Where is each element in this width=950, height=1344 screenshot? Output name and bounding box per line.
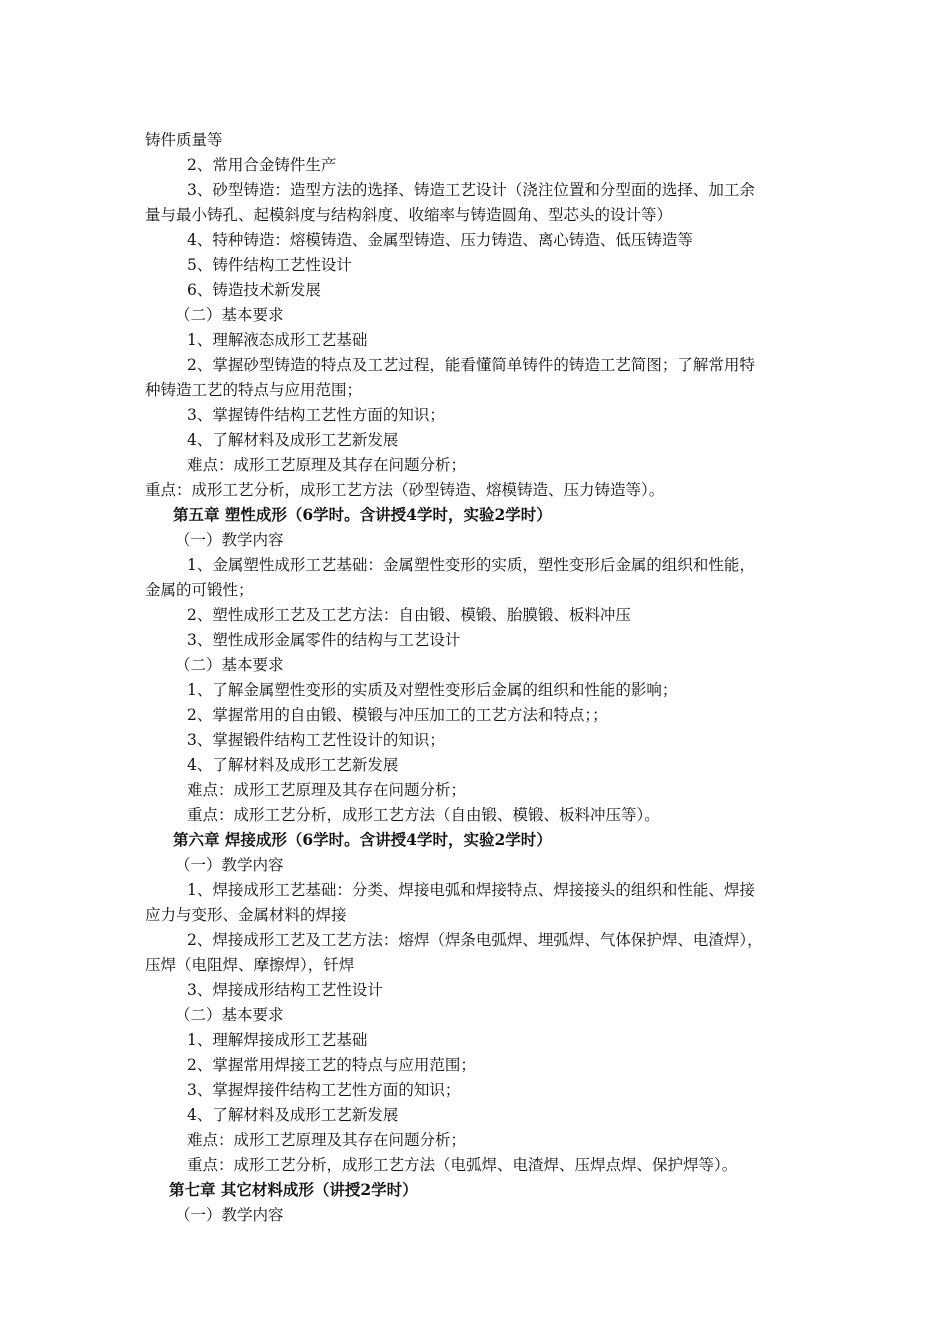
text-line: 4、了解材料及成形工艺新发展 bbox=[187, 756, 399, 774]
text-line: 难点：成形工艺原理及其存在问题分析； bbox=[187, 781, 467, 799]
text-line: 3、焊接成形结构工艺性设计 bbox=[187, 981, 383, 999]
chapter-heading: 第五章 塑性成形（6学时。含讲授4学时，实验2学时） bbox=[173, 505, 552, 524]
text-line: 5、铸件结构工艺性设计 bbox=[187, 256, 352, 274]
text-line: 压焊（电阻焊、摩擦焊），钎焊 bbox=[145, 956, 355, 974]
text-line: 量与最小铸孔、起模斜度与结构斜度、收缩率与铸造圆角、型芯头的设计等） bbox=[145, 206, 673, 224]
text-line: 重点：成形工艺分析，成形工艺方法（自由锻、模锻、板料冲压等）。 bbox=[187, 806, 660, 824]
text-line: 2、掌握常用焊接工艺的特点与应用范围； bbox=[187, 1056, 476, 1074]
text-line: 4、了解材料及成形工艺新发展 bbox=[187, 431, 399, 449]
text-line: 4、了解材料及成形工艺新发展 bbox=[187, 1106, 399, 1124]
text-line: 3、掌握焊接件结构工艺性方面的知识； bbox=[187, 1081, 461, 1099]
text-line: 3、砂型铸造：造型方法的选择、铸造工艺设计（浇注位置和分型面的选择、加工余 bbox=[187, 181, 755, 199]
text-line: 难点：成形工艺原理及其存在问题分析； bbox=[187, 1131, 467, 1149]
text-line: 1、了解金属塑性变形的实质及对塑性变形后金属的组织和性能的影响； bbox=[187, 681, 678, 699]
text-line: 2、掌握常用的自由锻、模锻与冲压加工的工艺方法和特点；； bbox=[187, 706, 608, 724]
text-line: 3、掌握铸件结构工艺性方面的知识； bbox=[187, 406, 445, 424]
section-heading: （二）基本要求 bbox=[175, 306, 284, 324]
text-line: 2、掌握砂型铸造的特点及工艺过程，能看懂简单铸件的铸造工艺简图；了解常用特 bbox=[187, 356, 755, 374]
text-line: 1、焊接成形工艺基础：分类、焊接电弧和焊接特点、焊接接头的组织和性能、焊接 bbox=[187, 881, 755, 899]
text-line: 6、铸造技术新发展 bbox=[187, 281, 321, 299]
section-heading: （一）教学内容 bbox=[175, 856, 284, 874]
text-line: 重点：成形工艺分析，成形工艺方法（砂型铸造、熔模铸造、压力铸造等）。 bbox=[145, 481, 665, 499]
text-line: 2、塑性成形工艺及工艺方法：自由锻、模锻、胎膜锻、板料冲压 bbox=[187, 606, 631, 624]
text-line: 2、焊接成形工艺及工艺方法：熔焊（焊条电弧焊、埋弧焊、气体保护焊、电渣焊）， bbox=[187, 931, 763, 949]
text-line: 4、特种铸造：熔模铸造、金属型铸造、压力铸造、离心铸造、低压铸造等 bbox=[187, 231, 693, 249]
text-line: 重点：成形工艺分析，成形工艺方法（电弧焊、电渣焊、压焊点焊、保护焊等）。 bbox=[187, 1156, 738, 1174]
text-line: 1、理解液态成形工艺基础 bbox=[187, 331, 368, 349]
section-heading: （二）基本要求 bbox=[175, 1006, 284, 1024]
text-line: 应力与变形、金属材料的焊接 bbox=[145, 906, 347, 924]
section-heading: （二）基本要求 bbox=[175, 656, 284, 674]
text-line: 3、塑性成形金属零件的结构与工艺设计 bbox=[187, 631, 461, 649]
text-line: 种铸造工艺的特点与应用范围； bbox=[145, 381, 363, 399]
text-line: 铸件质量等 bbox=[145, 131, 223, 149]
section-heading: （一）教学内容 bbox=[175, 531, 284, 549]
section-heading: （一）教学内容 bbox=[175, 1206, 284, 1224]
text-line: 3、掌握锻件结构工艺性设计的知识； bbox=[187, 731, 445, 749]
text-line: 金属的可锻性； bbox=[145, 581, 254, 599]
chapter-heading: 第六章 焊接成形（6学时。含讲授4学时，实验2学时） bbox=[173, 830, 552, 849]
text-line: 2、常用合金铸件生产 bbox=[187, 156, 337, 174]
text-line: 难点：成形工艺原理及其存在问题分析； bbox=[187, 456, 467, 474]
text-line: 1、理解焊接成形工艺基础 bbox=[187, 1031, 368, 1049]
text-line: 1、金属塑性成形工艺基础：金属塑性变形的实质，塑性变形后金属的组织和性能， bbox=[187, 556, 755, 574]
chapter-heading: 第七章 其它材料成形（讲授2学时） bbox=[169, 1180, 418, 1199]
